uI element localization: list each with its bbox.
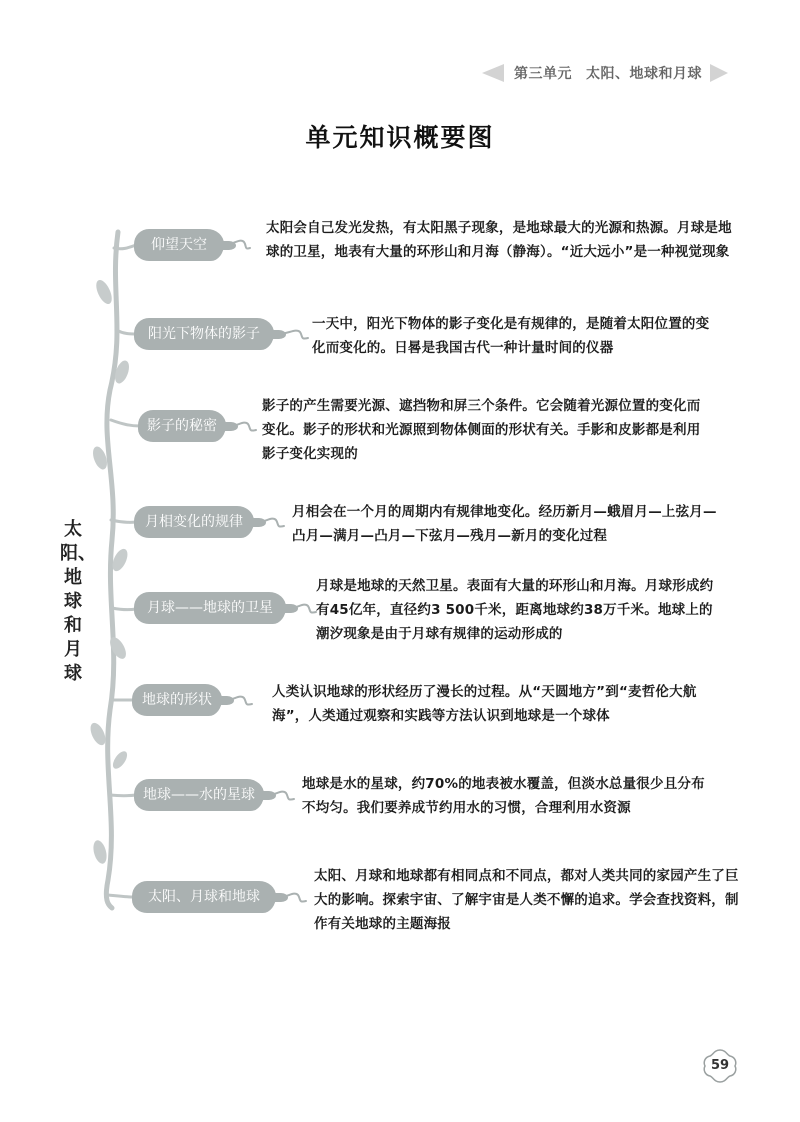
branch-desc-1: 太阳会自己发光发热，有太阳黑子现象，是地球最大的光源和热源。月球是地球的卫星，地表有大量的环形山和月海（静海）。“近大远小”是一种视觉现象 [266, 220, 732, 260]
branch-label-3: 影子的秘密 [138, 410, 226, 442]
header-topic: 太阳、地球和月球 [586, 66, 702, 82]
branch-label-4: 月相变化的规律 [134, 506, 254, 538]
branch-desc-2: 一天中，阳光下物体的影子变化是有规律的，是随着太阳位置的变化而变化的。日晷是我国古代一种计量时间的仪器 [312, 316, 710, 356]
branch-label-1: 仰望天空 [134, 229, 224, 261]
branch-desc-8: 太阳、月球和地球都有相同点和不同点，都对人类共同的家园产生了巨大的影响。探索宇宙、了解宇宙是人类不懈的追求。学会查找资料，制作有关地球的主题海报 [314, 868, 739, 932]
branch-label-2: 阳光下物体的影子 [134, 318, 274, 350]
branch-desc-5: 月球是地球的天然卫星。表面有大量的环形山和月海。月球形成约有45亿年，直径约3 500千米，距离地球约38万千米。地球上的潮汐现象是由于月球有规律的运动形成的 [316, 578, 714, 642]
page-title: 单元知识概要图 [305, 123, 495, 152]
branch-desc-7: 地球是水的星球，约70%的地表被水覆盖，但淡水总量很少且分布不均匀。我们要养成节约用水的习惯，合理利用水资源 [302, 776, 705, 816]
branch-label-5: 月球——地球的卫星 [134, 592, 286, 624]
page-number-badge [700, 1046, 740, 1086]
header-unit: 第三单元 [514, 66, 572, 82]
branch-label-7: 地球——水的星球 [134, 779, 264, 811]
branch-desc-3: 影子的产生需要光源、遮挡物和屏三个条件。它会随着光源位置的变化而变化。影子的形状和光源照到物体侧面的形状有关。手影和皮影都是利用影子变化实现的 [262, 398, 701, 462]
branch-desc-4: 月相会在一个月的周期内有规律地变化。经历新月—蛾眉月—上弦月—凸月—满月—凸月—下弦月—残月—新月的变化过程 [292, 504, 717, 544]
branch-label-6: 地球的形状 [132, 684, 222, 716]
branch-desc-6: 人类认识地球的形状经历了漫长的过程。从“天圆地方”到“麦哲伦大航海”，人类通过观察和实践等方法认识到地球是一个球体 [272, 684, 697, 724]
side-label: 太阳、地球和月球 [60, 519, 96, 684]
page-number: 59 [710, 1058, 730, 1073]
branch-label-8: 太阳、月球和地球 [132, 881, 276, 913]
